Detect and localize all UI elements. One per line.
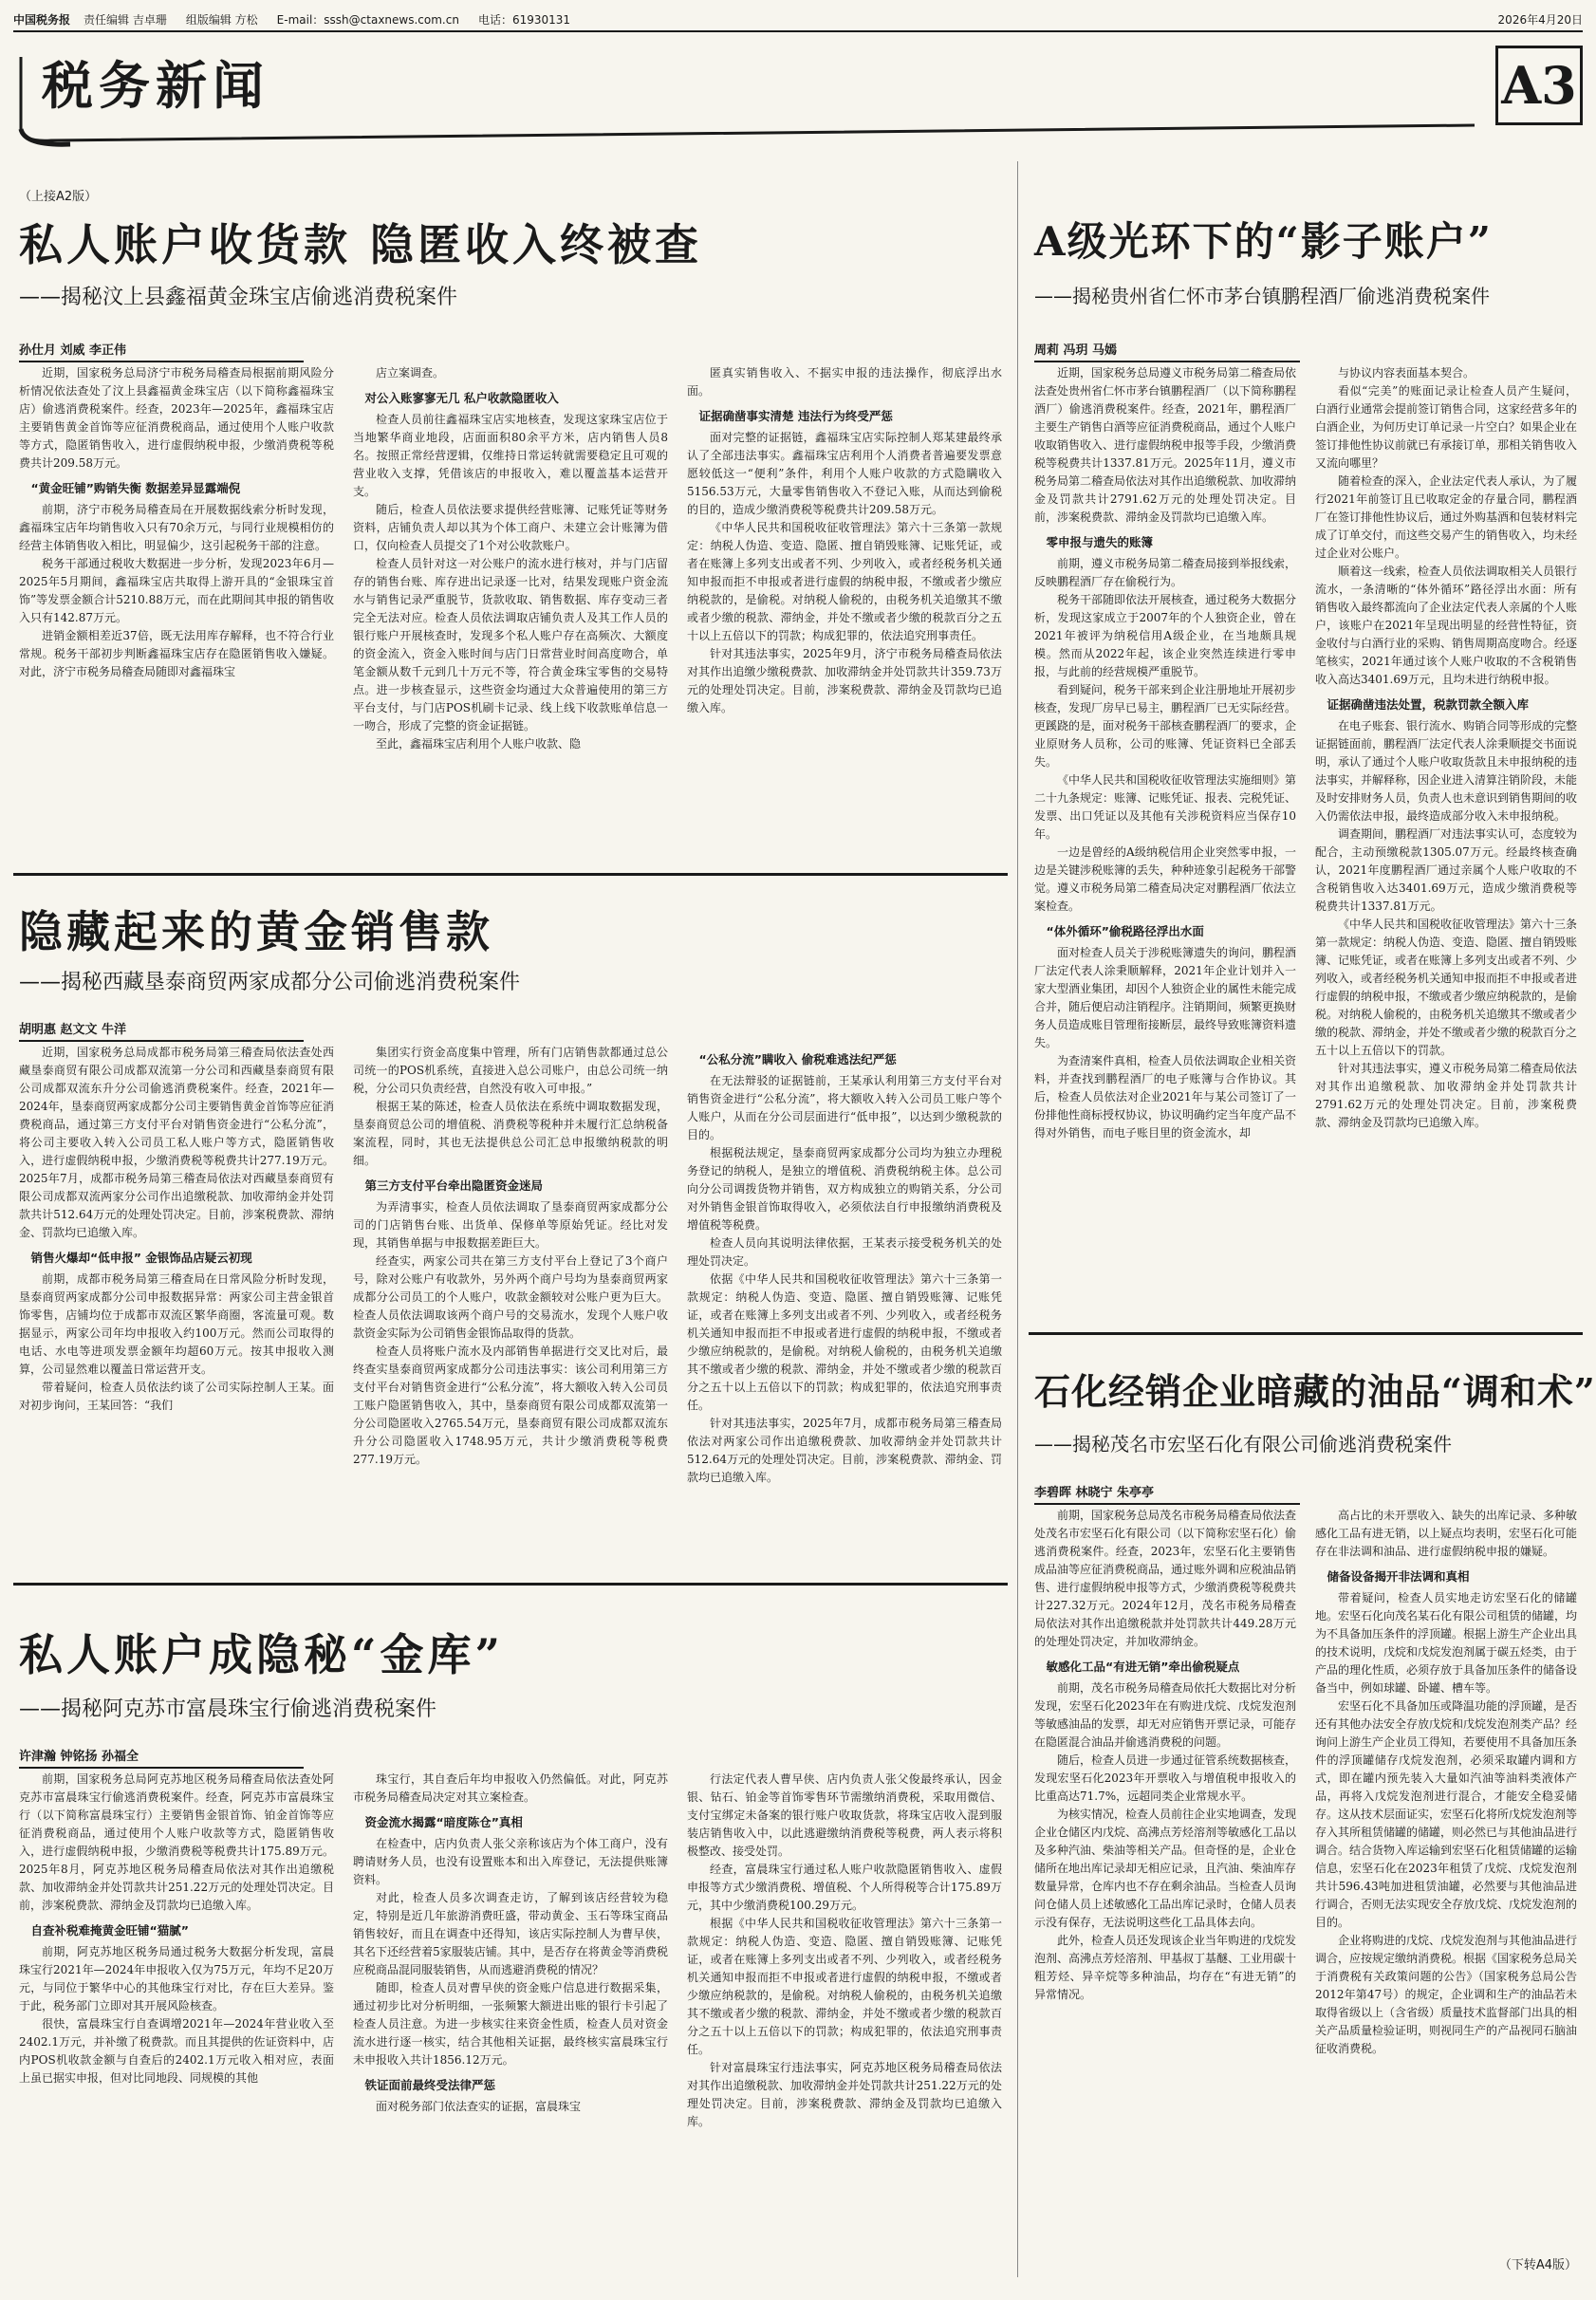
article-body: [19, 1771, 1002, 2273]
body-paragraph: 面对完整的证据链，鑫福珠宝店实际控制人郑某建最终承认了全部违法事实。鑫福珠宝店利用个人消费者普遍要发票意愿较低这一“便利”条件，利用个人账户收款的方式隐瞒收入5156.53万元，大量零售销售收入不登记入账，从而达到偷税的目的，造成少缴消费税等税费共计209.58万元。: [687, 431, 1002, 516]
section-subheading: “公私分流”瞒收入 偷税难逃法纪严惩: [698, 1052, 897, 1067]
body-paragraph: 至此，鑫福珠宝店利用个人账户收款、隐: [376, 737, 582, 751]
article-headline: A级光环下的“影子账户”: [1034, 218, 1493, 265]
article-byline: 李碧晖 林晓宁 朱亭亭: [1034, 1482, 1300, 1505]
page-header-bar: [13, 8, 1583, 30]
email: E-mail：sssh@ctaxnews.com.cn: [276, 12, 459, 27]
section-subheading: 铁证面前最终受法律严惩: [364, 2078, 496, 2092]
page-number: A3: [1495, 46, 1583, 125]
body-paragraph: 随即，检查人员对曹早侠的资金账户信息进行数据采集，通过初步比对分析明细，一张频繁大额进出账的银行卡引起了检查人员注意。为进一步核实往来资金性质，检查人员对资金流水进行逐一核实，结合其他相关证据，最终核实富晨珠宝行未申报收入共计1856.12万元。: [353, 1981, 668, 2067]
body-paragraph: 珠宝行，其自查后年均申报收入仍然偏低。对此，阿克苏市税务局稽查局决定对其立案检查。: [353, 1772, 668, 1804]
body-paragraph: 为查清案件真相，检查人员依法调取企业相关资料，并查找到鹏程酒厂的电子账簿与合作协议。其后，检查人员依法对企业2021年与某公司签订了一份排他性商标授权协议，协议明确约定当年度产品不得对外销售，而电子账目里的资金流水，却: [1034, 1054, 1296, 1140]
continued-note: （下转A4版）: [1498, 2258, 1577, 2272]
section-title: 税务新闻: [42, 55, 269, 116]
body-paragraph: 《中华人民共和国税收征收管理法》第六十三条第一款规定：纳税人伪造、变造、隐匿、擅自销毁账簿、记账凭证，或者在账簿上多列支出或者不列、少列收入，或者经税务机关通知申报而拒不申报或者进行虚假的纳税申报，不缴或者少缴应纳税款的，是偷税。对纳税人偷税的，由税务机关追缴其不缴或者少缴的税款、滞纳金，并处不缴或者少缴的税款百分之五十以上五倍以下的罚款；构成犯罪的，依法追究刑事责任。: [687, 521, 1002, 642]
body-paragraph: 匿真实销售收入、不据实申报的违法操作，彻底浮出水面。: [687, 366, 1002, 398]
body-paragraph: 检查人员针对这一对公账户的流水进行核对，并与门店留存的销售台账、库存进出记录逐一比对，结果发现账户资金流水与销售记录严重脱节，货款收取、销售数据、库存变动三者完全无法对应。检查人员依法调取店铺负责人及其工作人员的银行账户开展核查时，发现多个私人账户存在高频次、大额度的资金流入，资金入账时间与店门日常营业时间高度吻合，单笔金额从数千元到几十万元不等，符合黄金珠宝零售的交易特点。进一步核查显示，这些资金均通过大众普遍使用的第三方平台支付，与门店POS机刷卡记录、线上线下收款账单信息一一吻合，形成了完整的资金证据链。: [353, 557, 668, 733]
body-paragraph: 检查人员将账户流水及内部销售单据进行交叉比对后，最终查实垦泰商贸两家成都分公司违法事实：该公司利用第三方支付平台对销售资金进行“公私分流”，将大额收入转入公司员工账户隐匿销售收入，其中，垦泰商贸有限公司成都双流第一分公司隐匿收入2765.54万元，垦泰商贸有限公司成都双流东升分公司隐匿收入1748.95万元，共计少缴消费税等税费277.19万元。: [353, 1345, 668, 1466]
article-body: [19, 364, 1002, 862]
body-paragraph: 看似“完美”的账面记录让检查人员产生疑问，白酒行业通常会提前签订销售合同，这家经营多年的白酒企业，为何历史订单记录一片空白？如果企业在签订排他性协议前就已有承接订单，那相关销售收入又流向哪里？: [1315, 384, 1577, 470]
article-subhead: ——揭秘茂名市宏坚石化有限公司偷逃消费税案件: [1034, 1433, 1452, 1456]
section-subheading: 资金流水揭露“暗度陈仓”真相: [364, 1815, 523, 1829]
body-paragraph: 此外，检查人员还发现该企业当年购进的戊烷发泡剂、高沸点芳烃溶剂、甲基叔丁基醚、工业用碳十粗芳烃、异辛烷等多种油品，均存在“有进无销”的异常情况。: [1034, 1934, 1296, 2001]
body-paragraph: 随着检查的深入，企业法定代表人承认，为了履行2021年前签订且已收取定金的存量合同，鹏程酒厂在签订排他性协议后，通过外购基酒和包装材料完成了订单交付，而这些交易产生的销售收入，均未经过企业对公账户。: [1315, 474, 1577, 560]
text-column: [19, 1044, 334, 1571]
body-paragraph: 随后，检查人员依法要求提供经营账簿、记账凭证等财务资料，店铺负责人却以其为个体工商户、未建立会计账簿为借口，仅向检查人员提交了1个对公收款账户。: [353, 503, 668, 552]
body-paragraph: 带着疑问，检查人员依法约谈了公司实际控制人王某。面对初步询问，王某回答：“我们: [19, 1381, 334, 1412]
body-paragraph: 近期，国家税务总局遵义市税务局第二稽查局依法查处贵州省仁怀市茅台镇鹏程酒厂（以下简称鹏程酒厂）偷逃消费税案件。经查，2021年，鹏程酒厂主要生产销售白酒等应征消费税商品，通过个人账户收取销售收入、进行虚假纳税申报等手段，少缴消费税等税费共计1337.81万元。2025年11月，遵义市税务局第二稽查局依法对其作出追缴税款、加收滞纳金及罚款共计2791.62万元的处理处罚决定。目前，涉案税费款、滞纳金及罚款均已追缴入库。: [1034, 366, 1296, 524]
text-column: [687, 1044, 1002, 1571]
article-subhead: ——揭秘汶上县鑫福黄金珠宝店偷逃消费税案件: [19, 286, 458, 309]
body-paragraph: 企业将购进的戊烷、戊烷发泡剂与其他油品进行调合，应按规定缴纳消费税。根据《国家税务总局关于消费税有关政策问题的公告》（国家税务总局公告2012年第47号）的规定，企业调和生产的油品若未取得省级以上（含省级）质量技术监督部门出具的相关产品质量检验证明，则视同生产的产品视同石脑油征收消费税。: [1315, 1934, 1577, 2055]
text-column: [19, 364, 334, 862]
body-paragraph: 检查人员向其说明法律依据，王某表示接受税务机关的处理处罚决定。: [687, 1236, 1002, 1268]
article-body: [1034, 1507, 1577, 2247]
article-byline: 周莉 冯玥 马嫣: [1034, 340, 1300, 362]
section-subheading: 自查补税难掩黄金旺铺“猫腻”: [30, 1923, 189, 1938]
text-column: [353, 1044, 668, 1571]
body-paragraph: 为核实情况，检查人员前往企业实地调查，发现企业仓储区内戊烷、高沸点芳烃溶剂等敏感化工品以及多种汽油、柴油等相关产品。但奇怪的是，企业仓储所在地出库记录却无相应记录，且汽油、柴油库存数量异常，仓库内也不存在剩余油品。当检查人员询问仓储人员上述敏感化工品出库记录时，仓储人员表示没有保存，无法说明这些化工品具体去向。: [1034, 1808, 1296, 1929]
body-paragraph: 根据《中华人民共和国税收征收管理法》第六十三条第一款规定：纳税人伪造、变造、隐匿、擅自销毁账簿、记账凭证，或者在账簿上多列支出或者不列、少列收入，或者经税务机关通知申报而拒不申报或者进行虚假的纳税申报，不缴或者少缴应纳税款的，是偷税。对纳税人偷税的，由税务机关追缴其不缴或者少缴的税款、滞纳金，并处不缴或者少缴的税款百分之五十以上五倍以下的罚款；构成犯罪的，依法追究刑事责任。: [687, 1917, 1002, 2056]
body-paragraph: 面对检查人员关于涉税账簿遗失的询问，鹏程酒厂法定代表人涂秉顺解释，2021年企业计划并入一家大型酒业集团，却因个人独资企业的属性未能完成合并，随后便启动注销程序。注销期间，频繁更换财务人员造成账目管理衔接断层，最终导致账簿资料遗失。: [1034, 946, 1296, 1049]
body-paragraph: 检查人员前往鑫福珠宝店实地核查，发现这家珠宝店位于当地繁华商业地段，店面面积80余平方米，店内销售人员8名。按照正常经营逻辑，仅维持日常运转就需要稳定且可观的营业收入支撑，凭借该店的申报收入，难以覆盖基本运营开支。: [353, 413, 668, 498]
body-paragraph: 根据税法规定，垦泰商贸两家成都分公司均为独立办理税务登记的纳税人，是独立的增值税、消费税纳税主体。总公司向分公司调拨货物并销售，双方构成独立的购销关系，分公司对外销售金银首饰取得收入，必须依法自行申报缴纳消费税及增值税等税费。: [687, 1146, 1002, 1232]
body-paragraph: 在无法辩驳的证据链前，王某承认利用第三方支付平台对销售资金进行“公私分流”，将大额收入转入公司员工账户等个人账户，从而在分公司层面进行“低申报”，以达到少缴税款的目的。: [687, 1074, 1002, 1141]
body-paragraph: 针对其违法事实，2025年7月，成都市税务局第三稽查局依法对两家公司作出追缴税费款、加收滞纳金并处罚款共计512.64万元的处理处罚决定。目前，涉案税费款、滞纳金、罚款均已追缴入库。: [687, 1417, 1002, 1484]
article-separator: [1029, 1332, 1583, 1335]
body-paragraph: 前期，济宁市税务局稽查局在开展数据线索分析时发现，鑫福珠宝店年均销售收入只有70余万元，与同行业规模相仿的经营主体销售收入相比，明显偏少，这引起税务干部的注意。: [19, 503, 334, 552]
article-headline: 私人账户收货款 隐匿收入终被查: [19, 219, 703, 270]
body-paragraph: 前期，遵义市税务局第二稽查局接到举报线索，反映鹏程酒厂存在偷税行为。: [1034, 557, 1296, 588]
section-subheading: 销售火爆却“低申报” 金银饰品店疑云初现: [30, 1251, 252, 1265]
body-paragraph: 面对税务部门依法查实的证据，富晨珠宝: [376, 2100, 582, 2113]
body-paragraph: 税务干部通过税收大数据进一步分析，发现2023年6月—2025年5月期间，鑫福珠宝店共取得上游开具的“金银珠宝首饰”等发票金额合计5210.88万元，而在此期间其申报的销售收入只有142.87万元。: [19, 557, 334, 624]
issue-date: 2026年4月20日: [1497, 12, 1583, 27]
text-column: [353, 364, 668, 862]
article-subhead: ——揭秘贵州省仁怀市茅台镇鹏程酒厂偷逃消费税案件: [1034, 285, 1490, 307]
body-paragraph: 很快，富晨珠宝行自查调增2021年—2024年营业收入至2402.1万元，并补缴了税费款。而且其提供的佐证资料中，店内POS机收款金额与自查后的2402.1万元收入相对应，表面上虽已据实申报，但对比同地段、同规模的其他: [19, 2017, 334, 2085]
article-subhead: ——揭秘西藏垦泰商贸两家成都分公司偷逃消费税案件: [19, 971, 521, 994]
text-column: [1034, 1507, 1296, 2247]
body-paragraph: 针对其违法事实，遵义市税务局第二稽查局依法对其作出追缴税款、加收滞纳金并处罚款共计2791.62万元的处理处罚决定。目前，涉案税费款、滞纳金及罚款均已追缴入库。: [1315, 1062, 1577, 1129]
newspaper-name: 中国税务报: [13, 12, 71, 27]
body-paragraph: 经查，富晨珠宝行通过私人账户收款隐匿销售收入、虚假申报等方式少缴消费税、增值税、个人所得税等合计175.89万元，其中少缴消费税100.29万元。: [687, 1863, 1002, 1912]
body-paragraph: 前期，国家税务总局茂名市税务局稽查局依法查处茂名市宏坚石化有限公司（以下简称宏坚石化）偷逃消费税案件。经查，2023年，宏坚石化主要销售成品油等应征消费税商品，通过账外调和应税油品销售、进行虚假纳税申报等方式，少缴消费税等税费共计227.32万元。2024年12月，茂名市税务局稽查局依法对其作出追缴税款并处罚款共计449.28万元的处理处罚决定，并加收滞纳金。: [1034, 1509, 1296, 1648]
body-paragraph: 根据王某的陈述，检查人员依法在系统中调取数据发现，垦泰商贸总公司的增值税、消费税等税种并未履行汇总纳税备案流程，同时，其也无法提供总公司汇总申报缴纳税款的明细。: [353, 1100, 668, 1167]
text-column: [19, 1771, 334, 2273]
body-paragraph: 经查实，两家公司共在第三方支付平台上登记了3个商户号，除对公账户有收款外，另外两个商户号均为垦泰商贸两家成都分公司员工的个人账户，收款金额较对公账户更为巨大。检查人员依法调取该两个商户号的交易流水，发现个人账户收款资金实际为公司销售金银饰品取得的货款。: [353, 1254, 668, 1340]
section-subheading: 对公入账寥寥无几 私户收款隐匿收入: [364, 391, 559, 405]
body-paragraph: 与协议内容表面基本契合。: [1338, 366, 1475, 380]
text-column: [687, 1771, 1002, 2273]
body-paragraph: 《中华人民共和国税收征收管理法实施细则》第二十九条规定：账簿、记账凭证、报表、完税凭证、发票、出口凭证以及其他有关涉税资料应当保存10年。: [1034, 773, 1296, 841]
text-column: [353, 1771, 668, 2273]
jump-label: （上接A2版）: [19, 190, 98, 204]
body-paragraph: 调查期间，鹏程酒厂对违法事实认可，态度较为配合，主动预缴税款1305.07万元。经最终核查确认，2021年度鹏程酒厂通过亲属个人账户收取的不含税销售收入达3401.69万元，造成少缴消费税等税费共计1337.81万元。: [1315, 827, 1577, 913]
body-paragraph: 依据《中华人民共和国税收征收管理法》第六十三条第一款规定：纳税人伪造、变造、隐匿、擅自销毁账簿、记账凭证，或者在账簿上多列支出或者不列、少列收入，或者经税务机关通知申报而拒不申报或者进行虚假的纳税申报，不缴或者少缴应纳税款的，是偷税。对纳税人偷税的，由税务机关追缴其不缴或者少缴的税款、滞纳金，并处不缴或者少缴的税款百分之五十以上五倍以下的罚款；构成犯罪的，依法追究刑事责任。: [687, 1272, 1002, 1412]
body-paragraph: 随后，检查人员进一步通过征管系统数据核查，发现宏坚石化2023年开票收入与增值税申报收入的比重高达71.7%，远超同类企业常规水平。: [1034, 1753, 1296, 1803]
article-body: [19, 1044, 1002, 1571]
body-paragraph: 针对其违法事实，2025年9月，济宁市税务局稽查局依法对其作出追缴少缴税费款、加收滞纳金并处罚款共计359.73万元的处理处罚决定。目前，涉案税费款、滞纳金及罚款均已追缴入库。: [687, 647, 1002, 714]
article-byline: 孙仕月 刘威 李正伟: [19, 340, 304, 362]
body-paragraph: 进销金额相差近37倍，既无法用库存解释，也不符合行业常规。税务干部初步判断鑫福珠宝店存在隐匿销售收入嫌疑。对此，济宁市税务局稽查局随即对鑫福珠宝: [19, 629, 334, 678]
body-paragraph: 在电子账套、银行流水、购销合同等形成的完整证据链面前，鹏程酒厂法定代表人涂秉顺提交书面说明，承认了通过个人账户收取货款且未申报纳税的违法事实，并解释称，因企业进入清算注销阶段，未能及时安排财务人员，负责人也未意识到销售期间的收入仍需依法申报，最终造成部分收入未申报纳税。: [1315, 719, 1577, 823]
article-headline: 隐藏起来的黄金销售款: [19, 906, 493, 957]
body-paragraph: 行法定代表人曹早侠、店内负责人张父俊最终承认，因金银、钻石、铂金等首饰零售环节需缴纳消费税，采取用微信、支付宝绑定未备案的银行账户收取货款，将珠宝店收入混到服装店销售收入中，以此逃避缴纳消费税等税费，两人表示将积极整改、接受处罚。: [687, 1772, 1002, 1858]
section-subheading: 零申报与遗失的账簿: [1046, 535, 1154, 549]
body-paragraph: 看到疑问，税务干部来到企业注册地址开展初步核查，发现厂房早已易主，鹏程酒厂已无实际经营。更蹊跷的是，面对税务干部核查鹏程酒厂的要求，企业原财务人员称，公司的账簿、凭证资料已全部丢失。: [1034, 683, 1296, 769]
article-byline: 胡明惠 赵文文 牛洋: [19, 1019, 304, 1042]
body-paragraph: 带着疑问，检查人员实地走访宏坚石化的储罐地。宏坚石化向茂名某石化有限公司租赁的储罐，均为不具备加压条件的浮顶罐。根据上游生产企业出具的技术说明，戊烷和戊烷发泡剂属于碳五烃类，由于产品的理化性质，必须存放于具备加压条件的储备设备当中，例如球罐、卧罐、槽车等。: [1315, 1591, 1577, 1695]
body-paragraph: 顺着这一线索，检查人员依法调取相关人员银行流水，一条清晰的“体外循环”路径浮出水面：所有销售收入最终都流向了企业法定代表人亲属的个人账户，该账户在2021年呈现出明显的经营性特征，资金收付与白酒行业的采购、销售周期高度吻合。经逐笔核实，2021年通过该个人账户收取的不含税销售收入高达3401.69万元，且均未进行纳税申报。: [1315, 565, 1577, 686]
article-headline: 私人账户成隐秘“金库”: [19, 1629, 504, 1680]
body-paragraph: 前期，成都市税务局第三稽查局在日常风险分析时发现，垦泰商贸两家成都分公司申报数据异常：两家公司主营金银首饰零售，店铺均位于成都市双流区繁华商圈，客流量可观。数据显示，两家公司年均申报收入约100万元。然而公司取得的电话、水电等进项发票金额年均超60万元。按其申报收入测算，公司显然难以覆盖日常运营开支。: [19, 1272, 334, 1376]
body-paragraph: 高占比的未开票收入、缺失的出库记录、多种敏感化工品有进无销，以上疑点均表明，宏坚石化可能存在非法调和油品、进行虚假纳税申报的嫌疑。: [1315, 1509, 1577, 1558]
section-subheading: “体外循环”偷税路径浮出水面: [1046, 924, 1204, 938]
body-paragraph: 近期，国家税务总局济宁市税务局稽查局根据前期风险分析情况依法查处了汶上县鑫福黄金珠宝店（以下简称鑫福珠宝店）偷逃消费税案件。经查，2023年—2025年，鑫福珠宝店主要销售黄金首饰等应征消费税商品，通过使用个人账户收款等方式，隐匿销售收入，进行虚假纳税申报，少缴消费税等税费共计209.58万元。: [19, 366, 334, 470]
body-paragraph: 一边是曾经的A级纳税信用企业突然零申报，一边是关键涉税账簿的丢失，种种迹象引起税务干部警觉。遵义市税务局第二稽查局决定对鹏程酒厂依法立案检查。: [1034, 845, 1296, 913]
body-paragraph: 前期，阿克苏地区税务局通过税务大数据分析发现，富晨珠宝行2021年—2024年申报收入仅为75万元，年均不足20万元，与同位于繁华中心的其他珠宝行对比，存在巨大差异。鉴于此，税务部门立即对其开展风险核查。: [19, 1945, 334, 2012]
editor-credit: 责任编辑 吉卓珊: [84, 12, 167, 27]
section-subheading: 第三方支付平台牵出隐匿资金迷局: [364, 1178, 544, 1193]
text-column: [1315, 1507, 1577, 2247]
section-subheading: 证据确凿事实清楚 违法行为终受严惩: [698, 409, 893, 423]
article-body: [1034, 364, 1577, 1321]
article-subhead: ——揭秘阿克苏市富晨珠宝行偷逃消费税案件: [19, 1697, 437, 1721]
body-paragraph: 税务干部随即依法开展核查，通过税务大数据分析，发现这家成立于2007年的个人独资企业，曾在2021年被评为纳税信用A级企业，在当地颇具规模。然而从2022年起，该企业突然连续进行零申报，与此前的经营规模严重脱节。: [1034, 593, 1296, 678]
text-column: [687, 364, 1002, 862]
header-rule: [13, 30, 1583, 32]
body-paragraph: 前期，国家税务总局阿克苏地区税务局稽查局依法查处阿克苏市富晨珠宝行偷逃消费税案件。经查，阿克苏市富晨珠宝行（以下简称富晨珠宝行）主要销售金银首饰、铂金首饰等应征消费税商品，通过使用个人账户收款等方式，隐匿销售收入，进行虚假纳税申报，少缴消费税等税费共计175.89万元。2025年8月，阿克苏地区税务局稽查局依法对其作出追缴税款、加收滞纳金并处罚款共计251.22万元的处理处罚决定。目前，涉案税费款、滞纳金及罚款均已追缴入库。: [19, 1772, 334, 1912]
column-divider: [1017, 161, 1018, 2277]
body-paragraph: 集团实行资金高度集中管理，所有门店销售款都通过总公司统一的POS机系统，直接进入总公司账户，由总公司统一纳税，分公司只负责经营，自然没有收入可申报。”: [353, 1046, 668, 1095]
article-headline: 石化经销企业暗藏的油品“调和术”: [1034, 1370, 1596, 1413]
designer-credit: 组版编辑 方松: [185, 12, 258, 27]
text-column: [1315, 364, 1577, 1321]
body-paragraph: 前期，茂名市税务局稽查局依托大数据比对分析发现，宏坚石化2023年在有购进戊烷、戊烷发泡剂等敏感油品的发票，却无对应销售开票记录，可能存在隐匿混合油品并偷逃消费税的问题。: [1034, 1681, 1296, 1749]
body-paragraph: 对此，检查人员多次调查走访，了解到该店经营较为稳定，特别是近几年旅游消费旺盛，带动黄金、玉石等珠宝商品销售较好，而且在调查中还得知，该店实际控制人为曹早侠，其名下还经营着5家服装店铺。其中，是否存在将黄金等消费税应税商品混同服装销售，从而逃避消费税的情况？: [353, 1891, 668, 1976]
body-paragraph: 在检查中，店内负责人张父亲称该店为个体工商户，没有聘请财务人员，也没有设置账本和出入库登记，无法提供账簿资料。: [353, 1837, 668, 1886]
body-paragraph: 近期，国家税务总局成都市税务局第三稽查局依法查处西藏垦泰商贸有限公司成都双流第一分公司和西藏垦泰商贸有限公司成都双流东升分公司偷逃消费税案件。经查，2021年—2024年，垦泰商贸两家成都分公司主要销售黄金首饰等应征消费税商品，通过第三方支付平台对销售资金进行“公私分流”，将公司主要收入转入公司员工私人账户等方式，隐匿销售收入，进行虚假纳税申报，少缴消费税等税费共计277.19万元。2025年7月，成都市税务局第三稽查局依法对西藏垦泰商贸有限公司成都双流两家分公司作出追缴税款、加收滞纳金并处罚款共计512.64万元的处理处罚决定。目前，涉案税费款、滞纳金、罚款均已追缴入库。: [19, 1046, 334, 1239]
phone: 电话：61930131: [477, 12, 571, 27]
body-paragraph: 针对富晨珠宝行违法事实，阿克苏地区税务局稽查局依法对其作出追缴税款、加收滞纳金并处罚款共计251.22万元的处理处罚决定。目前，涉案税费款、滞纳金及罚款均已追缴入库。: [687, 2061, 1002, 2128]
section-subheading: 证据确凿违法处置，税款罚款全额入库: [1327, 697, 1530, 712]
section-subheading: 储备设备揭开非法调和真相: [1327, 1569, 1470, 1584]
article-separator: [13, 1583, 1008, 1586]
section-masthead: [13, 38, 1583, 148]
article-separator: [13, 873, 1008, 876]
article-byline: 许津瀚 钟铭扬 孙福全: [19, 1746, 304, 1769]
body-paragraph: 宏坚石化不具备加压或降温功能的浮顶罐，是否还有其他办法安全存放戊烷和戊烷发泡剂类产品？经询问上游生产企业员工得知，若要使用不具备加压条件的浮顶罐储存戊烷发泡剂，必须采取罐内调和方式，即在罐内预先装入大量如汽油等油料类液体产品，再将入戊烷发泡剂进行混合，才能安全稳妥储存。这从技术层面证实，宏坚石化将所戊烷发泡剂等存入其所租赁储罐的储罐，则必然已与其他油品进行调合。结合货物入库运输到宏坚石化租赁储罐的运输信息，宏坚石化在2023年租赁了戊烷、戊烷发泡剂共计596.43吨加进租赁油罐，必然要与其他油品进行调合，否则无法实现安全存放戊烷、戊烷发泡剂的目的。: [1315, 1699, 1577, 1929]
body-paragraph: 《中华人民共和国税收征收管理法》第六十三条第一款规定：纳税人伪造、变造、隐匿、擅自销毁账簿、记账凭证，或者在账簿上多列支出或者不列、少列收入，或者经税务机关通知申报而拒不申报或者进行虚假的纳税申报，不缴或者少缴应纳税款的，是偷税。对纳税人偷税的，由税务机关追缴其不缴或者少缴的税款、滞纳金，并处不缴或者少缴的税款百分之五十以上五倍以下的罚款。: [1315, 918, 1577, 1057]
text-column: [1034, 364, 1296, 1321]
section-subheading: 敏感化工品“有进无销”牵出偷税疑点: [1046, 1660, 1240, 1674]
body-paragraph: 店立案调查。: [376, 366, 445, 380]
section-subheading: “黄金旺铺”购销失衡 数据差异显露端倪: [30, 481, 241, 495]
body-paragraph: 为弄清事实，检查人员依法调取了垦泰商贸两家成都分公司的门店销售台账、出货单、保修单等原始凭证。经比对发现，其销售单据与申报数据差距巨大。: [353, 1200, 668, 1250]
